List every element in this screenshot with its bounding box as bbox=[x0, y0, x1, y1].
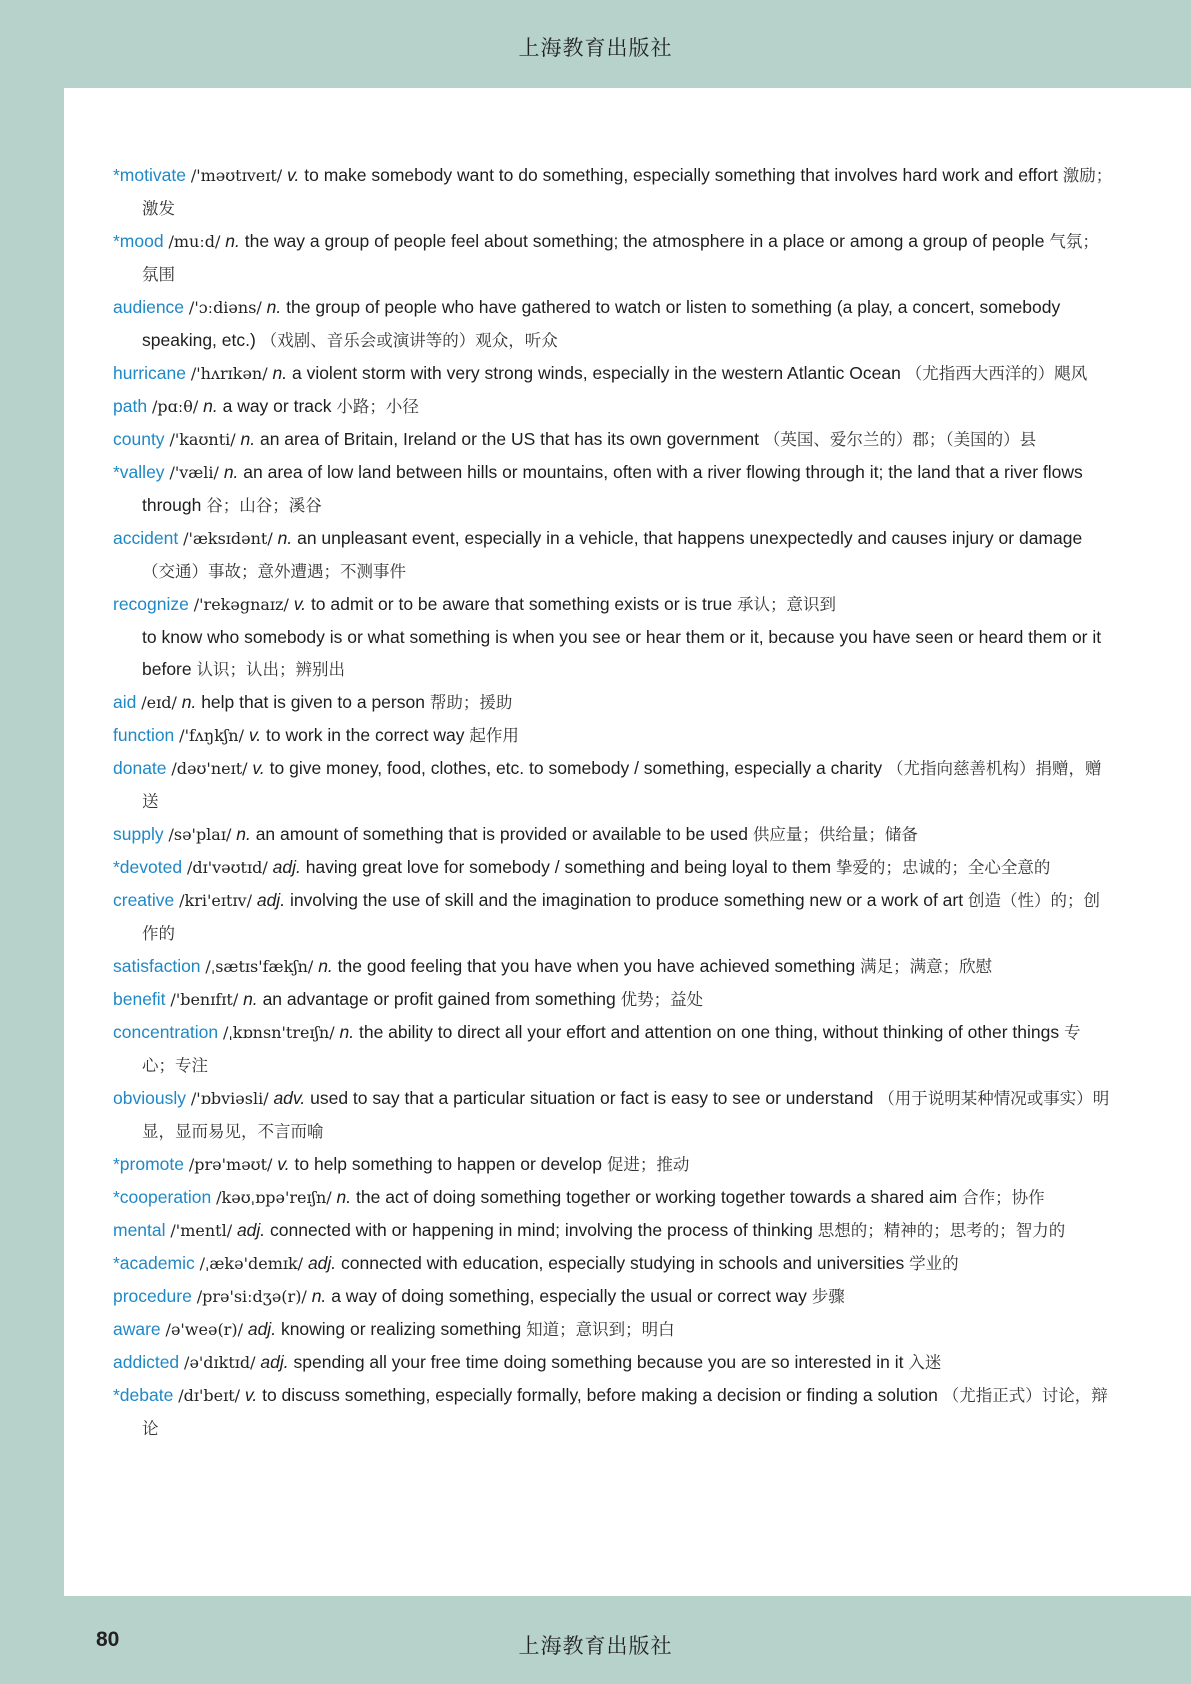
part-of-speech: n. bbox=[336, 1187, 352, 1207]
vocab-entry bbox=[113, 1181, 1113, 1214]
part-of-speech: adj. bbox=[247, 1319, 277, 1339]
definition: the way a group of people feel about something; the atmosphere in a place or among a group of people bbox=[244, 231, 1045, 251]
vocab-entry bbox=[113, 159, 1113, 225]
part-of-speech: adj. bbox=[307, 1253, 337, 1273]
chinese-translation: （尤指西大西洋的）飓风 bbox=[905, 364, 1088, 383]
pronunciation: /ˌsætɪs'fækʃn/ bbox=[205, 957, 314, 976]
headword: supply bbox=[113, 824, 164, 844]
chinese-translation: 优势；益处 bbox=[620, 990, 704, 1009]
chinese-translation: 气氛；氛围 bbox=[142, 232, 1099, 284]
headword: *devoted bbox=[113, 857, 183, 877]
headword: procedure bbox=[113, 1286, 192, 1306]
definition: the ability to direct all your effort and attention on one thing, without thinking of other things bbox=[358, 1022, 1060, 1042]
part-of-speech: n. bbox=[311, 1286, 327, 1306]
definition: a way of doing something, especially the usual or correct way bbox=[331, 1286, 807, 1306]
chinese-translation: 合作；协作 bbox=[962, 1188, 1045, 1207]
headword: accident bbox=[113, 528, 179, 548]
definition: to make somebody want to do something, especially something that involves hard work and effort bbox=[304, 165, 1058, 185]
pronunciation: /muːd/ bbox=[168, 232, 221, 251]
pronunciation: /'æksɪdənt/ bbox=[183, 529, 273, 548]
pronunciation: /sə'plaɪ/ bbox=[168, 825, 232, 844]
definition: knowing or realizing something bbox=[280, 1319, 522, 1339]
part-of-speech: v. bbox=[252, 758, 265, 778]
headword: obviously bbox=[113, 1088, 186, 1108]
definition: the group of people who have gathered to watch or listen to something (a play, a concert, somebody speaking, etc.) bbox=[142, 297, 1061, 350]
vocab-entry bbox=[113, 1214, 1113, 1247]
chinese-translation: 承认；意识到 bbox=[736, 595, 836, 614]
chinese-translation: 促进；推动 bbox=[606, 1155, 690, 1174]
pronunciation: /ˌækə'demɪk/ bbox=[199, 1254, 304, 1273]
chinese-translation: （戏剧、音乐会或演讲等的）观众，听众 bbox=[260, 331, 558, 350]
part-of-speech: adj. bbox=[260, 1352, 289, 1372]
pronunciation: /kri'eɪtɪv/ bbox=[179, 891, 252, 910]
headword: *valley bbox=[113, 462, 165, 482]
headword: aware bbox=[113, 1319, 161, 1339]
pronunciation: /'væli/ bbox=[169, 463, 219, 482]
vocab-entry bbox=[113, 719, 1113, 752]
chinese-translation: （用于说明某种情况或事实）明显，显而易见，不言而喻 bbox=[142, 1089, 1110, 1141]
chinese-translation: 学业的 bbox=[909, 1254, 959, 1273]
definition: an area of low land between hills or mountains, often with a river flowing through it; the land that a river flows through bbox=[142, 462, 1083, 515]
pronunciation: /'məʊtɪveɪt/ bbox=[190, 166, 283, 185]
footer-publisher: 上海教育出版社 bbox=[518, 1634, 673, 1658]
headword: recognize bbox=[113, 594, 189, 614]
pronunciation: /'benɪfɪt/ bbox=[170, 990, 239, 1009]
headword: county bbox=[113, 429, 165, 449]
part-of-speech: n. bbox=[277, 528, 293, 548]
pronunciation: /'hʌrɪkən/ bbox=[190, 364, 268, 383]
vocab-entry bbox=[113, 1148, 1113, 1181]
vocab-entry bbox=[113, 752, 1113, 818]
definition: to discuss something, especially formally, before making a decision or finding a solution bbox=[262, 1385, 938, 1405]
chinese-translation: 谷；山谷；溪谷 bbox=[206, 496, 322, 515]
part-of-speech: n. bbox=[181, 692, 197, 712]
headword: *mood bbox=[113, 231, 164, 251]
definition: used to say that a particular situation or fact is easy to see or understand bbox=[310, 1088, 874, 1108]
chinese-translation: 步骤 bbox=[811, 1287, 845, 1306]
chinese-translation: 认识；认出；辨别出 bbox=[196, 660, 345, 679]
vocabulary-list bbox=[113, 159, 1113, 1445]
vocab-entry bbox=[113, 588, 1113, 686]
headword: *promote bbox=[113, 1154, 185, 1174]
part-of-speech: n. bbox=[240, 429, 256, 449]
vocab-entry bbox=[113, 390, 1113, 423]
headword: *motivate bbox=[113, 165, 186, 185]
header-publisher: 上海教育出版社 bbox=[518, 36, 673, 60]
part-of-speech: n. bbox=[223, 462, 239, 482]
vocab-entry bbox=[113, 1247, 1113, 1280]
headword: aid bbox=[113, 692, 137, 712]
headword: *academic bbox=[113, 1253, 195, 1273]
pronunciation: /prə'siːdʒə(r)/ bbox=[196, 1287, 307, 1306]
headword: addicted bbox=[113, 1352, 180, 1372]
chinese-translation: （交通）事故；意外遭遇；不测事件 bbox=[142, 562, 406, 581]
definition: a way or track bbox=[222, 396, 332, 416]
headword: concentration bbox=[113, 1022, 219, 1042]
second-sense bbox=[142, 621, 1113, 686]
chinese-translation: （英国、爱尔兰的）郡；（美国的）县 bbox=[763, 430, 1037, 449]
vocab-entry bbox=[113, 423, 1113, 456]
vocab-entry bbox=[113, 1346, 1113, 1379]
pronunciation: /eɪd/ bbox=[141, 693, 177, 712]
definition: a violent storm with very strong winds, especially in the western Atlantic Ocean bbox=[291, 363, 901, 383]
page-sheet bbox=[64, 88, 1191, 1596]
part-of-speech: adj. bbox=[272, 857, 301, 877]
definition: involving the use of skill and the imagination to produce something new or a work of art bbox=[289, 890, 964, 910]
chinese-translation: 专心；专注 bbox=[142, 1023, 1081, 1075]
headword: hurricane bbox=[113, 363, 186, 383]
chinese-translation: 挚爱的；忠诚的；全心全意的 bbox=[835, 858, 1051, 877]
part-of-speech: n. bbox=[318, 956, 333, 976]
vocab-entry bbox=[113, 1280, 1113, 1313]
definition: an unpleasant event, especially in a vehicle, that happens unexpectedly and causes injury or damage bbox=[297, 528, 1083, 548]
vocab-entry bbox=[113, 983, 1113, 1016]
part-of-speech: v. bbox=[277, 1154, 290, 1174]
pronunciation: /prə'məʊt/ bbox=[188, 1155, 273, 1174]
pronunciation: /kəʊˌɒpə'reɪʃn/ bbox=[216, 1188, 332, 1207]
part-of-speech: adv. bbox=[273, 1088, 306, 1108]
vocab-entry bbox=[113, 818, 1113, 851]
part-of-speech: n. bbox=[266, 297, 282, 317]
part-of-speech: v. bbox=[244, 1385, 258, 1405]
chinese-translation: 入迷 bbox=[908, 1353, 942, 1372]
headword: *debate bbox=[113, 1385, 174, 1405]
pronunciation: /ə'dɪktɪd/ bbox=[184, 1353, 256, 1372]
vocab-entry bbox=[113, 522, 1113, 588]
headword: donate bbox=[113, 758, 167, 778]
chinese-translation: 思想的；精神的；思考的；智力的 bbox=[817, 1221, 1066, 1240]
chinese-translation: 创造（性）的；创作的 bbox=[142, 891, 1100, 943]
definition: connected with education, especially studying in schools and universities bbox=[341, 1253, 905, 1273]
part-of-speech: n. bbox=[339, 1022, 355, 1042]
pronunciation: /'ɔːdiəns/ bbox=[188, 298, 262, 317]
vocab-entry bbox=[113, 1082, 1113, 1148]
chinese-translation: 满足；满意；欣慰 bbox=[860, 957, 993, 976]
vocab-entry bbox=[113, 1016, 1113, 1082]
chinese-translation: 激励；激发 bbox=[142, 166, 1113, 218]
pronunciation: /dəʊ'neɪt/ bbox=[171, 759, 248, 778]
headword: mental bbox=[113, 1220, 166, 1240]
chinese-translation: （尤指正式）讨论，辩论 bbox=[142, 1386, 1108, 1438]
part-of-speech: adj. bbox=[236, 1220, 266, 1240]
definition: to give money, food, clothes, etc. to somebody / something, especially a charity bbox=[269, 758, 883, 778]
pronunciation: /pɑːθ/ bbox=[151, 397, 199, 416]
definition: spending all your free time doing something because you are so interested in it bbox=[293, 1352, 904, 1372]
vocab-entry bbox=[113, 225, 1113, 291]
vocab-entry bbox=[113, 456, 1113, 522]
pronunciation: /ˌkɒnsn'treɪʃn/ bbox=[222, 1023, 335, 1042]
definition: an amount of something that is provided or available to be used bbox=[255, 824, 748, 844]
headword: audience bbox=[113, 297, 185, 317]
vocab-entry bbox=[113, 1313, 1113, 1346]
chinese-translation: 小路；小径 bbox=[336, 397, 419, 416]
vocab-entry bbox=[113, 851, 1113, 884]
definition: an advantage or profit gained from something bbox=[262, 989, 616, 1009]
headword: path bbox=[113, 396, 148, 416]
chinese-translation: 供应量；供给量；储备 bbox=[752, 825, 918, 844]
definition: the good feeling that you have when you have achieved something bbox=[337, 956, 856, 976]
pronunciation: /'ɒbviəsli/ bbox=[190, 1089, 269, 1108]
definition: to admit or to be aware that something exists or is true bbox=[310, 594, 733, 614]
definition: an area of Britain, Ireland or the US that has its own government bbox=[259, 429, 760, 449]
definition: to work in the correct way bbox=[266, 725, 465, 745]
part-of-speech: adj. bbox=[256, 890, 286, 910]
vocab-entry bbox=[113, 686, 1113, 719]
chinese-translation: 起作用 bbox=[469, 726, 519, 745]
vocab-entry bbox=[113, 357, 1113, 390]
part-of-speech: v. bbox=[287, 165, 300, 185]
part-of-speech: n. bbox=[203, 396, 218, 416]
pronunciation: /ə'weə(r)/ bbox=[165, 1320, 243, 1339]
headword: benefit bbox=[113, 989, 166, 1009]
pronunciation: /dɪ'vəʊtɪd/ bbox=[186, 858, 268, 877]
part-of-speech: n. bbox=[272, 363, 288, 383]
part-of-speech: v. bbox=[248, 725, 262, 745]
pronunciation: /'rekəgnaɪz/ bbox=[193, 595, 289, 614]
part-of-speech: n. bbox=[243, 989, 258, 1009]
definition: to help something to happen or develop bbox=[294, 1154, 602, 1174]
definition: having great love for somebody / something and being loyal to them bbox=[305, 857, 832, 877]
pronunciation: /'mentl/ bbox=[170, 1221, 233, 1240]
part-of-speech: n. bbox=[225, 231, 240, 251]
vocab-entry bbox=[113, 884, 1113, 950]
chinese-translation: （尤指向慈善机构）捐赠，赠送 bbox=[142, 759, 1102, 811]
part-of-speech: n. bbox=[236, 824, 251, 844]
headword: satisfaction bbox=[113, 956, 201, 976]
definition: the act of doing something together or working together towards a shared aim bbox=[356, 1187, 958, 1207]
pronunciation: /dɪ'beɪt/ bbox=[178, 1386, 241, 1405]
definition: connected with or happening in mind; involving the process of thinking bbox=[270, 1220, 813, 1240]
headword: creative bbox=[113, 890, 175, 910]
headword: function bbox=[113, 725, 175, 745]
vocab-entry bbox=[113, 1379, 1113, 1445]
vocab-entry bbox=[113, 291, 1113, 357]
definition: to know who somebody is or what something is when you see or hear them or it, because you have seen or heard them or it before bbox=[142, 627, 1102, 679]
definition: help that is given to a person bbox=[201, 692, 425, 712]
chinese-translation: 帮助；援助 bbox=[429, 693, 513, 712]
chinese-translation: 知道；意识到；明白 bbox=[526, 1320, 675, 1339]
headword: *cooperation bbox=[113, 1187, 212, 1207]
pronunciation: /'kaʊnti/ bbox=[169, 430, 236, 449]
page-number: 80 bbox=[96, 1628, 120, 1651]
pronunciation: /'fʌŋkʃn/ bbox=[179, 726, 244, 745]
part-of-speech: v. bbox=[293, 594, 307, 614]
vocab-entry bbox=[113, 950, 1113, 983]
